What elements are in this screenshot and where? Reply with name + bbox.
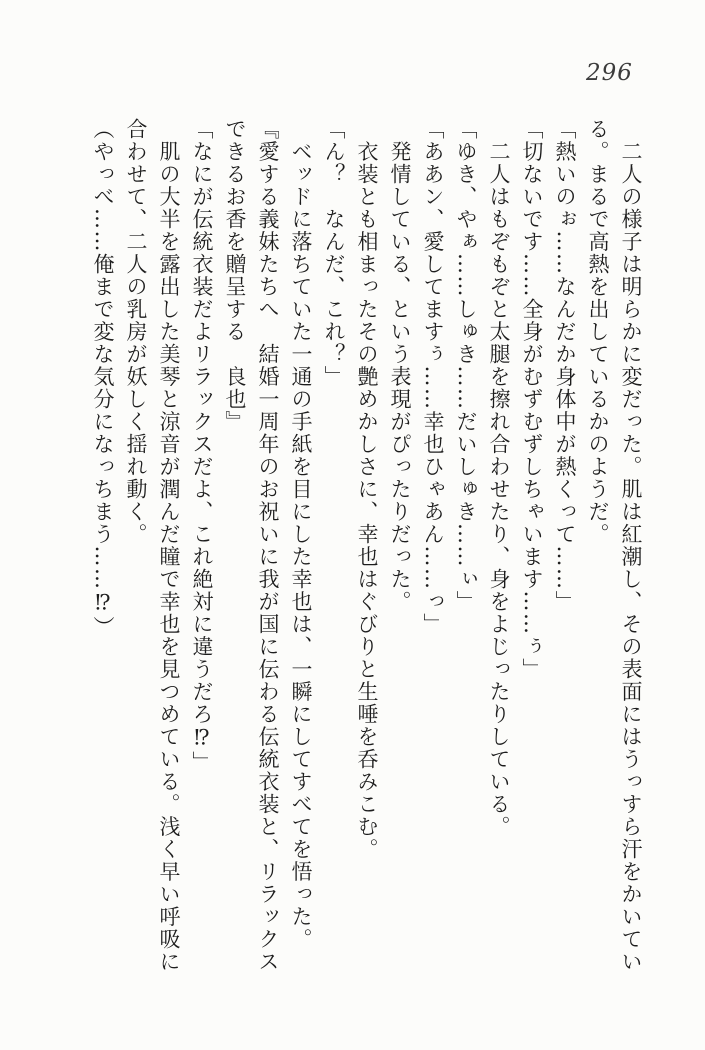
text-column: （やっべ……俺まで変な気分になっちまう……⁉）	[91, 118, 115, 639]
text-column: できるお香を贈呈する 良也』	[223, 118, 247, 433]
text-column: 肌の大半を露出した美琴と涼音が潤んだ瞳で幸也を見つめている。浅く早い呼吸に	[157, 118, 181, 973]
text-column: 『愛する義妹たちへ 結婚一周年のお祝いに我が国に伝わる伝統衣装と、リラックス	[256, 118, 280, 973]
page-number: 296	[586, 60, 633, 86]
text-column: 二人の様子は明らかに変だった。肌は紅潮し、その表面にはうっすら汗をかいてい	[619, 118, 643, 973]
text-column: 二人はもぞもぞと太腿を擦れ合わせたり、身をよじったりしている。	[487, 118, 511, 838]
text-column: 「なにが伝統衣装だよリラックスだよ、これ絶対に違うだろ⁉」	[190, 118, 214, 774]
text-column: ベッドに落ちていた一通の手紙を目にした幸也は、一瞬にしてすべてを悟った。	[289, 118, 313, 951]
text-column: る。まるで高熱を出しているかのようだ。	[586, 118, 610, 546]
text-column: 発情している、という表現がぴったりだった。	[388, 118, 412, 613]
text-column: 合わせて、二人の乳房が妖しく揺れ動く。	[124, 118, 148, 546]
text-column: 「ん？ なんだ、これ？」	[322, 118, 346, 388]
text-column: 「ああン、愛してますぅ……幸也ひゃあん……っ」	[421, 118, 445, 636]
text-area	[86, 118, 647, 974]
text-column: 「切ないです……全身がむずむずしちゃいます……ぅ」	[520, 118, 544, 681]
text-column: 「ゆき、やぁ……しゅき……だいしゅき……ぃ」	[454, 118, 478, 613]
text-column: 「熱いのぉ……なんだか身体中が熱くって……」	[553, 118, 577, 613]
text-column: 衣装とも相まったその艶めかしさに、幸也はぐびりと生唾を呑みこむ。	[355, 118, 379, 861]
